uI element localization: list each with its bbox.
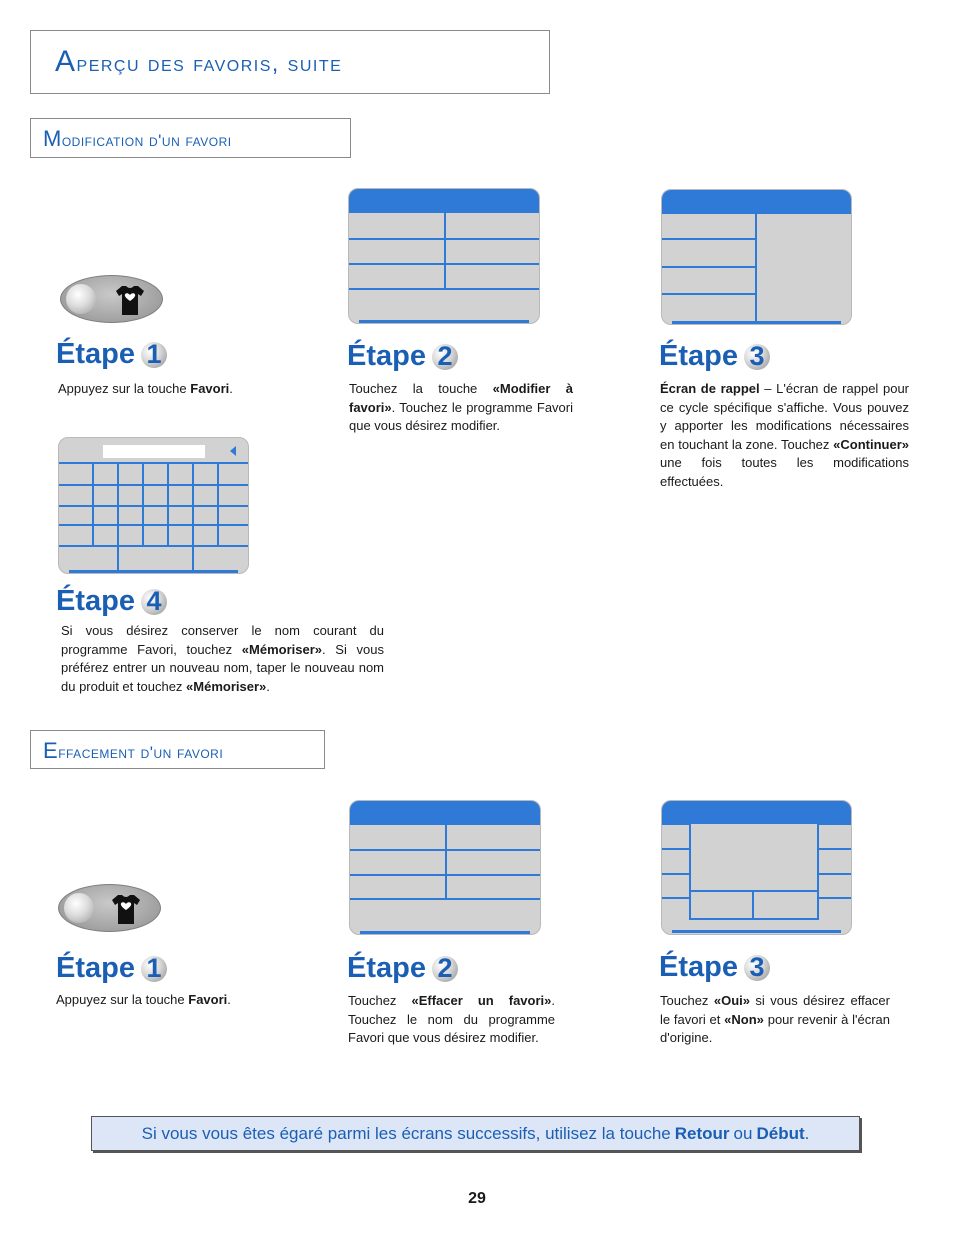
mod-step3-heading: Étape 3 xyxy=(659,340,770,373)
mod-step2-screen xyxy=(348,188,540,324)
eff-step2-text: Touchez «Effacer un favori». Touchez le nom du programme Favori que vous désirez modifier. xyxy=(348,993,555,1045)
arrow-left-icon[interactable] xyxy=(227,444,239,458)
help-note: Si vous vous êtes égaré parmi les écrans successifs, utilisez la touche Retour ou Début . xyxy=(91,1116,860,1151)
mod-step1-number: 1 xyxy=(141,342,167,368)
screen-title-bar xyxy=(350,801,540,825)
eff-step1-text: Appuyez sur la touche Favori. xyxy=(56,992,231,1007)
mod-step3-text: Écran de rappel – L'écran de rappel pour ce cycle spécifique s'affiche. Vous pouvez y apporter les modifications nécessaires en touchant la zone. Touchez «Continuer» une fois toutes les modifications effectuées. xyxy=(660,381,910,489)
mod-step4-text: Si vous désirez conserver le nom courant du programme Favori, touchez «Mémoriser». Si vous préférez entrer un nouveau nom, taper le nouveau nom du produit et touchez «Mémoriser». xyxy=(61,623,384,694)
screen-title-bar xyxy=(662,190,851,214)
favori-button[interactable] xyxy=(60,275,163,323)
eff-step3-screen xyxy=(661,800,852,935)
eff-step1-heading: Étape 1 xyxy=(56,952,167,985)
confirm-dialog xyxy=(689,822,819,920)
tshirt-heart-icon xyxy=(109,892,143,926)
eff-step1-number: 1 xyxy=(141,956,167,982)
mod-step2-text: Touchez la touche «Modifier à favori». Touchez le programme Favori que vous désirez modifier. xyxy=(349,381,574,433)
mod-step3-screen xyxy=(661,189,852,325)
favori-button-sphere xyxy=(66,284,96,314)
section-title-box-effacement xyxy=(30,730,325,769)
eff-step3-number: 3 xyxy=(744,955,770,981)
mod-step4-number: 4 xyxy=(141,589,167,615)
tshirt-heart-icon xyxy=(113,283,147,317)
name-input-field[interactable] xyxy=(103,445,205,458)
mod-step2-number: 2 xyxy=(432,344,458,370)
mod-step1-text: Appuyez sur la touche Favori. xyxy=(58,381,233,396)
eff-step2-number: 2 xyxy=(432,956,458,982)
mod-step4-keyboard-screen xyxy=(58,437,249,574)
page-title-box xyxy=(30,30,550,94)
favori-button-sphere xyxy=(64,893,94,923)
mod-step2-heading: Étape 2 xyxy=(347,340,458,373)
page-number: 29 xyxy=(468,1190,486,1207)
eff-step2-heading: Étape 2 xyxy=(347,952,458,985)
mod-step1-heading: Étape 1 xyxy=(56,338,167,371)
favori-button[interactable] xyxy=(58,884,161,932)
page-title: Aperçu des favoris, suite xyxy=(55,45,343,78)
mod-step4-heading: Étape 4 xyxy=(56,585,167,618)
eff-step3-heading: Étape 3 xyxy=(659,951,770,984)
oui-button[interactable] xyxy=(691,892,752,918)
section-title-box-modification xyxy=(30,118,351,158)
section-title-modification: Modification d'un favori xyxy=(43,126,232,151)
eff-step3-text: Touchez «Oui» si vous désirez effacer le favori et «Non» pour revenir à l'écran d'origine. xyxy=(660,993,890,1045)
non-button[interactable] xyxy=(754,892,817,918)
eff-step2-screen xyxy=(349,800,541,935)
screen-title-bar xyxy=(349,189,539,213)
section-title-effacement: Effacement d'un favori xyxy=(43,738,224,763)
mod-step3-number: 3 xyxy=(744,344,770,370)
